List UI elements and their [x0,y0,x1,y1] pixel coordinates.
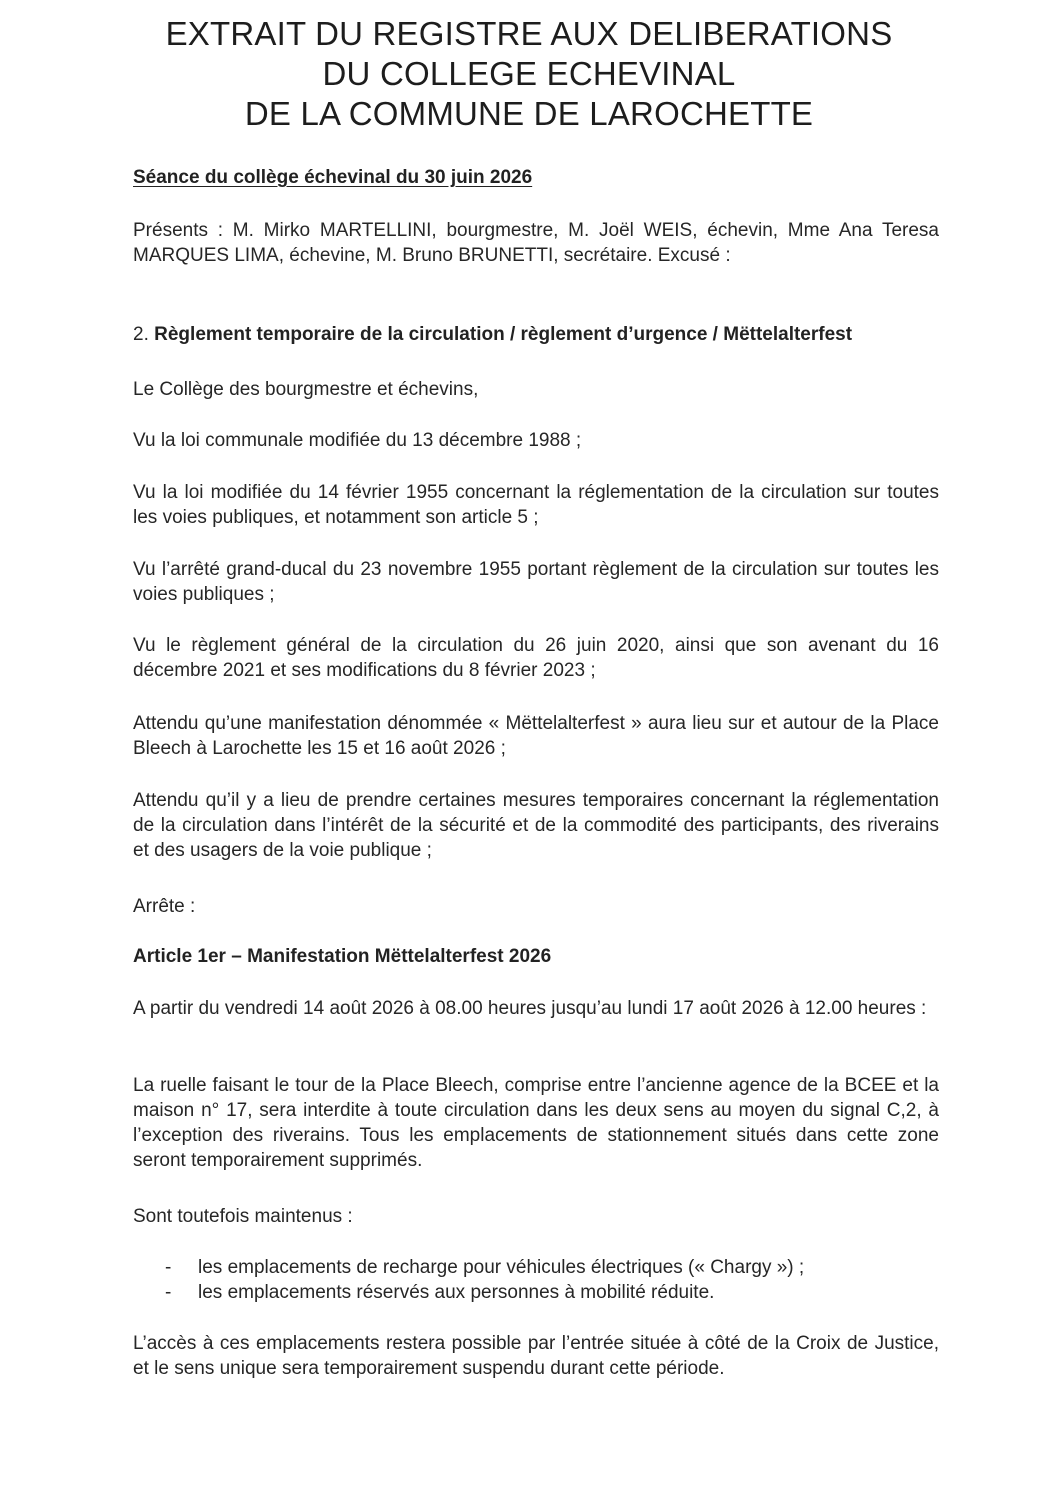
attendu-paragraph-2: Attendu qu’il y a lieu de prendre certaines mesures temporaires concernant la réglementation de la circulation dans l’intérêt de la sécurité et de la commodité des participants, des riverains et des usagers de la voie publique ; [133,790,939,861]
title-line-2: DU COLLEGE ECHEVINAL [322,55,736,92]
seance-heading: Séance du collège échevinal du 30 juin 2026 [133,167,533,188]
attendu-paragraph-1: Attendu qu’une manifestation dénommée « Mëttelalterfest » aura lieu sur et autour de la Place Bleech à Larochette les 15 et 16 août 2026 ; [133,713,939,759]
article-1-period: A partir du vendredi 14 août 2026 à 08.00 heures jusqu’au lundi 17 août 2026 à 12.00 heures : [133,998,927,1019]
maintenus-list [165,1255,945,1305]
vu-paragraph-2: Vu la loi modifiée du 14 février 1955 concernant la réglementation de la circulation sur toutes les voies publiques, et notamment son article 5 ; [133,482,939,528]
dash-bullet: - [165,1257,172,1278]
arrete-line: Arrête : [133,896,196,917]
point-title: Règlement temporaire de la circulation / règlement d’urgence / Mëttelalterfest [154,324,853,345]
dash-bullet: - [165,1282,172,1303]
list-item [165,1280,945,1305]
college-paragraph: Le Collège des bourgmestre et échevins, [133,379,479,400]
document-title [0,14,1058,134]
presents-paragraph: Présents : M. Mirko MARTELLINI, bourgmestre, M. Joël WEIS, échevin, Mme Ana Teresa MARQUES LIMA, échevine, M. Bruno BRUNETTI, secrétaire. Excusé : [133,220,939,266]
acces-paragraph: L’accès à ces emplacements restera possible par l’entrée située à côté de la Croix de Justice, et le sens unique sera temporairement suspendu durant cette période. [133,1333,939,1379]
vu-paragraph-1: Vu la loi communale modifiée du 13 décembre 1988 ; [133,430,582,451]
point-number: 2. [133,324,149,345]
list-item-text: les emplacements de recharge pour véhicules électriques (« Chargy ») ; [198,1257,805,1278]
maintenus-line: Sont toutefois maintenus : [133,1206,353,1227]
list-item [165,1255,945,1280]
article-1-ruelle-paragraph: La ruelle faisant le tour de la Place Bleech, comprise entre l’ancienne agence de la BCEE et la maison n° 17, sera interdite à toute circulation dans les deux sens au moyen du signal C,2, à l’exception des riverains. Tous les emplacements de stationnement situés dans cette zone seront temporairement supprimés. [133,1075,939,1171]
list-item-text: les emplacements réservés aux personnes à mobilité réduite. [198,1282,715,1303]
title-line-3: DE LA COMMUNE DE LAROCHETTE [244,95,814,132]
point-heading [133,322,939,347]
article-1-title: Article 1er – Manifestation Mëttelalterfest 2026 [133,946,552,967]
title-line-1: EXTRAIT DU REGISTRE AUX DELIBERATIONS [165,15,893,52]
vu-paragraph-4: Vu le règlement général de la circulation du 26 juin 2020, ainsi que son avenant du 16 décembre 2021 et ses modifications du 8 février 2023 ; [133,635,939,681]
vu-paragraph-3: Vu l’arrêté grand-ducal du 23 novembre 1955 portant règlement de la circulation sur toutes les voies publiques ; [133,559,939,605]
